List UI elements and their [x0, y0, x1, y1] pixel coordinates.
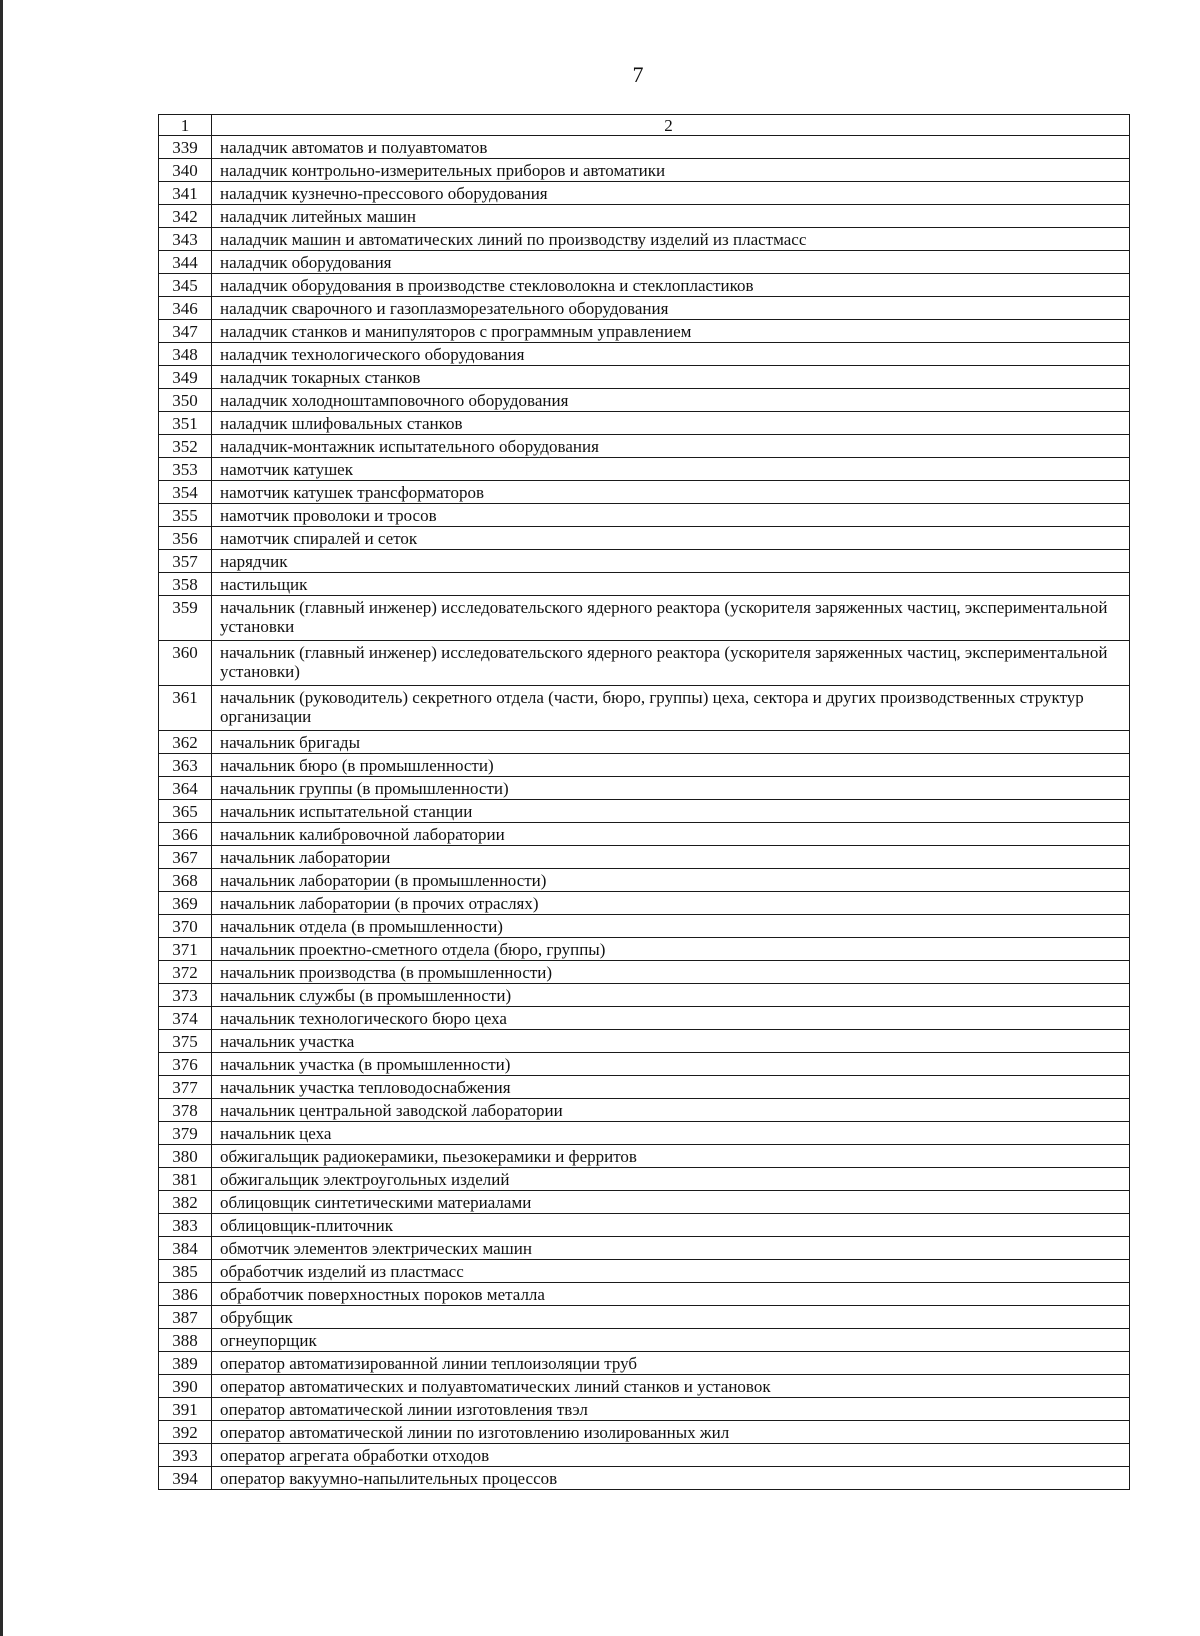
occupation-name: оператор агрегата обработки отходов — [212, 1444, 1130, 1467]
occupation-name: начальник цеха — [212, 1122, 1130, 1145]
row-number: 355 — [159, 504, 212, 527]
occupation-name: наладчик кузнечно-прессового оборудования — [212, 182, 1130, 205]
occupation-name: наладчик литейных машин — [212, 205, 1130, 228]
table-row — [159, 777, 1130, 800]
row-number: 345 — [159, 274, 212, 297]
occupation-name: начальник калибровочной лаборатории — [212, 823, 1130, 846]
row-number: 384 — [159, 1237, 212, 1260]
row-number: 369 — [159, 892, 212, 915]
occupation-name: огнеупорщик — [212, 1329, 1130, 1352]
occupation-name: начальник (главный инженер) исследовательского ядерного реактора (ускорителя заряженных частиц, экспериментальной установки — [212, 596, 1130, 641]
occupation-name: облицовщик синтетическими материалами — [212, 1191, 1130, 1214]
row-number: 347 — [159, 320, 212, 343]
occupation-name: начальник группы (в промышленности) — [212, 777, 1130, 800]
row-number: 348 — [159, 343, 212, 366]
row-number: 363 — [159, 754, 212, 777]
occupation-name: начальник (руководитель) секретного отдела (части, бюро, группы) цеха, сектора и других производственных структур организации — [212, 686, 1130, 731]
occupation-name: наладчик технологического оборудования — [212, 343, 1130, 366]
row-number: 353 — [159, 458, 212, 481]
row-number: 357 — [159, 550, 212, 573]
table-row — [159, 435, 1130, 458]
occupation-name: начальник центральной заводской лаборатории — [212, 1099, 1130, 1122]
table-row — [159, 938, 1130, 961]
row-number: 372 — [159, 961, 212, 984]
occupation-name: начальник проектно-сметного отдела (бюро, группы) — [212, 938, 1130, 961]
table-row — [159, 731, 1130, 754]
occupation-name: начальник службы (в промышленности) — [212, 984, 1130, 1007]
table-row — [159, 892, 1130, 915]
occupation-name: обжигальщик радиокерамики, пьезокерамики и ферритов — [212, 1145, 1130, 1168]
row-number: 368 — [159, 869, 212, 892]
row-number: 382 — [159, 1191, 212, 1214]
occupation-name: наладчик оборудования — [212, 251, 1130, 274]
table-row — [159, 274, 1130, 297]
row-number: 364 — [159, 777, 212, 800]
row-number: 394 — [159, 1467, 212, 1490]
row-number: 360 — [159, 641, 212, 686]
row-number: 380 — [159, 1145, 212, 1168]
table-row — [159, 823, 1130, 846]
row-number: 378 — [159, 1099, 212, 1122]
occupation-name: обжигальщик электроугольных изделий — [212, 1168, 1130, 1191]
table-row — [159, 136, 1130, 159]
table-row — [159, 915, 1130, 938]
table-row — [159, 504, 1130, 527]
occupation-name: оператор автоматической линии по изготовлению изолированных жил — [212, 1421, 1130, 1444]
table-row — [159, 1168, 1130, 1191]
row-number: 362 — [159, 731, 212, 754]
table-row — [159, 1122, 1130, 1145]
row-number: 365 — [159, 800, 212, 823]
row-number: 351 — [159, 412, 212, 435]
row-number: 341 — [159, 182, 212, 205]
occupation-name: намотчик катушек — [212, 458, 1130, 481]
row-number: 358 — [159, 573, 212, 596]
occupation-name: оператор вакуумно-напылительных процессов — [212, 1467, 1130, 1490]
table-row — [159, 869, 1130, 892]
occupation-name: обработчик поверхностных пороков металла — [212, 1283, 1130, 1306]
occupation-name: начальник бригады — [212, 731, 1130, 754]
table-row — [159, 297, 1130, 320]
table-row — [159, 343, 1130, 366]
occupation-name: обработчик изделий из пластмасс — [212, 1260, 1130, 1283]
row-number: 375 — [159, 1030, 212, 1053]
row-number: 376 — [159, 1053, 212, 1076]
row-number: 354 — [159, 481, 212, 504]
row-number: 370 — [159, 915, 212, 938]
page-number: 7 — [632, 62, 644, 87]
row-number: 377 — [159, 1076, 212, 1099]
table-header-row — [159, 115, 1130, 136]
table-row — [159, 1076, 1130, 1099]
table-row — [159, 550, 1130, 573]
table-row — [159, 754, 1130, 777]
occupations-table — [158, 114, 1130, 1490]
occupation-name: наладчик токарных станков — [212, 366, 1130, 389]
table-row — [159, 1444, 1130, 1467]
table-row — [159, 1030, 1130, 1053]
row-number: 379 — [159, 1122, 212, 1145]
row-number: 383 — [159, 1214, 212, 1237]
table-row — [159, 251, 1130, 274]
row-number: 356 — [159, 527, 212, 550]
table-row — [159, 1375, 1130, 1398]
table-row — [159, 573, 1130, 596]
occupation-name: намотчик проволоки и тросов — [212, 504, 1130, 527]
row-number: 339 — [159, 136, 212, 159]
occupation-name: наладчик холодноштамповочного оборудования — [212, 389, 1130, 412]
occupation-name: наладчик автоматов и полуавтоматов — [212, 136, 1130, 159]
occupation-name: нарядчик — [212, 550, 1130, 573]
occupation-name: облицовщик-плиточник — [212, 1214, 1130, 1237]
row-number: 361 — [159, 686, 212, 731]
row-number: 393 — [159, 1444, 212, 1467]
occupation-name: наладчик станков и манипуляторов с программным управлением — [212, 320, 1130, 343]
occupation-name: наладчик оборудования в производстве стекловолокна и стеклопластиков — [212, 274, 1130, 297]
occupation-name: наладчик сварочного и газоплазморезательного оборудования — [212, 297, 1130, 320]
table-row — [159, 1352, 1130, 1375]
occupation-name: намотчик спиралей и сеток — [212, 527, 1130, 550]
table-row — [159, 1191, 1130, 1214]
occupation-name: намотчик катушек трансформаторов — [212, 481, 1130, 504]
occupation-name: начальник лаборатории (в промышленности) — [212, 869, 1130, 892]
table-row — [159, 481, 1130, 504]
row-number: 367 — [159, 846, 212, 869]
row-number: 381 — [159, 1168, 212, 1191]
row-number: 350 — [159, 389, 212, 412]
table-row — [159, 1237, 1130, 1260]
row-number: 342 — [159, 205, 212, 228]
occupation-name: оператор автоматической линии изготовления твэл — [212, 1398, 1130, 1421]
table-row — [159, 846, 1130, 869]
occupation-name: начальник лаборатории (в прочих отраслях) — [212, 892, 1130, 915]
table-row — [159, 159, 1130, 182]
row-number: 389 — [159, 1352, 212, 1375]
occupation-name: настильщик — [212, 573, 1130, 596]
occupation-name: обмотчик элементов электрических машин — [212, 1237, 1130, 1260]
occupation-name: наладчик машин и автоматических линий по производству изделий из пластмасс — [212, 228, 1130, 251]
row-number: 352 — [159, 435, 212, 458]
table-row — [159, 1329, 1130, 1352]
row-number: 366 — [159, 823, 212, 846]
table-row — [159, 686, 1130, 731]
table-row — [159, 1099, 1130, 1122]
table-row — [159, 1214, 1130, 1237]
occupation-name: начальник отдела (в промышленности) — [212, 915, 1130, 938]
table-row — [159, 205, 1130, 228]
occupation-name: оператор автоматических и полуавтоматических линий станков и установок — [212, 1375, 1130, 1398]
table-row — [159, 1306, 1130, 1329]
occupation-name: обрубщик — [212, 1306, 1130, 1329]
scan-edge — [0, 0, 3, 1636]
table-row — [159, 984, 1130, 1007]
row-number: 387 — [159, 1306, 212, 1329]
table-row — [159, 1398, 1130, 1421]
row-number: 373 — [159, 984, 212, 1007]
table-row — [159, 320, 1130, 343]
occupation-name: начальник участка тепловодоснабжения — [212, 1076, 1130, 1099]
occupation-name: начальник участка — [212, 1030, 1130, 1053]
table-body — [159, 115, 1130, 1490]
table-row — [159, 1053, 1130, 1076]
row-number: 390 — [159, 1375, 212, 1398]
occupation-name: наладчик контрольно-измерительных приборов и автоматики — [212, 159, 1130, 182]
table-row — [159, 596, 1130, 641]
table-row — [159, 1260, 1130, 1283]
table-row — [159, 389, 1130, 412]
occupation-name: наладчик-монтажник испытательного оборудования — [212, 435, 1130, 458]
occupation-name: начальник испытательной станции — [212, 800, 1130, 823]
row-number: 371 — [159, 938, 212, 961]
table-row — [159, 228, 1130, 251]
row-number: 346 — [159, 297, 212, 320]
row-number: 340 — [159, 159, 212, 182]
row-number: 359 — [159, 596, 212, 641]
occupation-name: наладчик шлифовальных станков — [212, 412, 1130, 435]
table-row — [159, 641, 1130, 686]
occupation-name: начальник лаборатории — [212, 846, 1130, 869]
table-row — [159, 1145, 1130, 1168]
table-row — [159, 412, 1130, 435]
table-row — [159, 458, 1130, 481]
table-row — [159, 800, 1130, 823]
table-row — [159, 1421, 1130, 1444]
row-number: 386 — [159, 1283, 212, 1306]
table-row — [159, 1283, 1130, 1306]
occupation-name: оператор автоматизированной линии теплоизоляции труб — [212, 1352, 1130, 1375]
table-row — [159, 182, 1130, 205]
table-row — [159, 527, 1130, 550]
row-number: 343 — [159, 228, 212, 251]
table-row — [159, 961, 1130, 984]
occupation-name: начальник бюро (в промышленности) — [212, 754, 1130, 777]
table-row — [159, 1467, 1130, 1490]
occupation-name: начальник (главный инженер) исследовательского ядерного реактора (ускорителя заряженных частиц, экспериментальной установки) — [212, 641, 1130, 686]
row-number: 374 — [159, 1007, 212, 1030]
row-number: 344 — [159, 251, 212, 274]
occupation-name: начальник технологического бюро цеха — [212, 1007, 1130, 1030]
header-col-2: 2 — [212, 115, 1130, 136]
row-number: 388 — [159, 1329, 212, 1352]
header-col-1: 1 — [159, 115, 212, 136]
occupation-name: начальник производства (в промышленности) — [212, 961, 1130, 984]
row-number: 349 — [159, 366, 212, 389]
table-row — [159, 1007, 1130, 1030]
occupation-name: начальник участка (в промышленности) — [212, 1053, 1130, 1076]
table-row — [159, 366, 1130, 389]
row-number: 385 — [159, 1260, 212, 1283]
row-number: 392 — [159, 1421, 212, 1444]
row-number: 391 — [159, 1398, 212, 1421]
